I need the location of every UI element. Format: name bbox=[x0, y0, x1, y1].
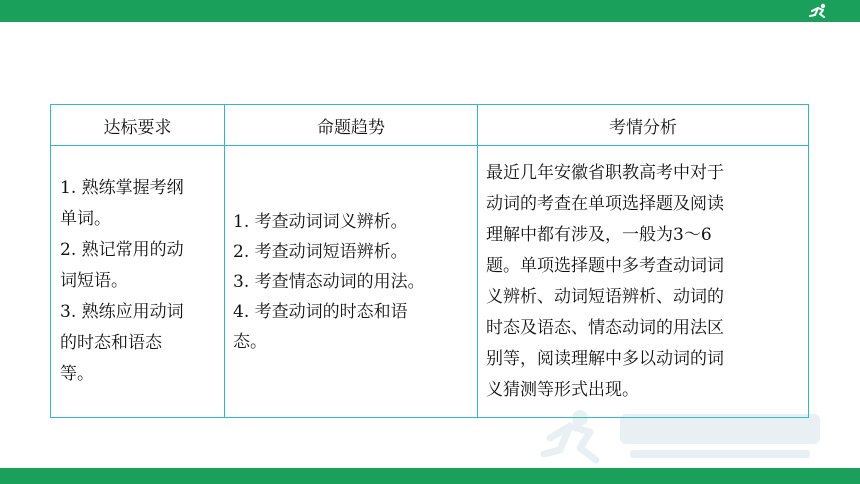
analysis-line: 义猜测等形式出现。 bbox=[486, 379, 639, 400]
analysis-line: 动词的考查在单项选择题及阅读 bbox=[486, 193, 724, 214]
analysis-cell bbox=[478, 146, 809, 418]
table-row bbox=[51, 146, 809, 418]
requirements-line: 单词。 bbox=[60, 209, 111, 229]
requirements-line: 词短语。 bbox=[60, 271, 128, 291]
trends-line: 3. 考查情态动词的用法。 bbox=[233, 271, 425, 292]
trends-cell bbox=[225, 146, 478, 418]
requirements-line: 等。 bbox=[60, 364, 94, 384]
header-requirements: 达标要求 bbox=[51, 105, 225, 146]
analysis-line: 题。单项选择题中多考查动词词 bbox=[486, 255, 724, 276]
analysis-line: 时态及语态、情态动词的用法区 bbox=[486, 317, 724, 338]
requirements-line: 1. 熟练掌握考纲 bbox=[60, 178, 184, 198]
study-requirements-table bbox=[50, 104, 809, 418]
trends-line: 态。 bbox=[233, 331, 267, 352]
requirements-line: 的时态和语态 bbox=[60, 333, 162, 353]
header-analysis: 考情分析 bbox=[478, 105, 809, 146]
analysis-line: 义辨析、动词短语辨析、动词的 bbox=[486, 286, 724, 307]
analysis-line: 别等，阅读理解中多以动词的词 bbox=[486, 348, 724, 369]
requirements-line: 2. 熟记常用的动 bbox=[60, 240, 184, 260]
trends-line: 1. 考查动词词义辨析。 bbox=[233, 211, 408, 232]
analysis-line: 最近几年安徽省职教高考中对于 bbox=[486, 162, 724, 183]
top-banner bbox=[0, 0, 860, 22]
requirements-cell bbox=[51, 146, 225, 418]
requirements-line: 3. 熟练应用动词 bbox=[60, 302, 184, 322]
header-trends: 命题趋势 bbox=[225, 105, 478, 146]
trends-line: 4. 考查动词的时态和语 bbox=[233, 301, 408, 322]
brand-logo bbox=[808, 2, 830, 20]
analysis-line: 理解中都有涉及，一般为3～6 bbox=[486, 224, 712, 245]
trends-line: 2. 考查动词短语辨析。 bbox=[233, 241, 408, 262]
runner-logo-icon bbox=[808, 3, 830, 19]
bottom-banner bbox=[0, 468, 860, 484]
table-header-row bbox=[51, 105, 809, 146]
